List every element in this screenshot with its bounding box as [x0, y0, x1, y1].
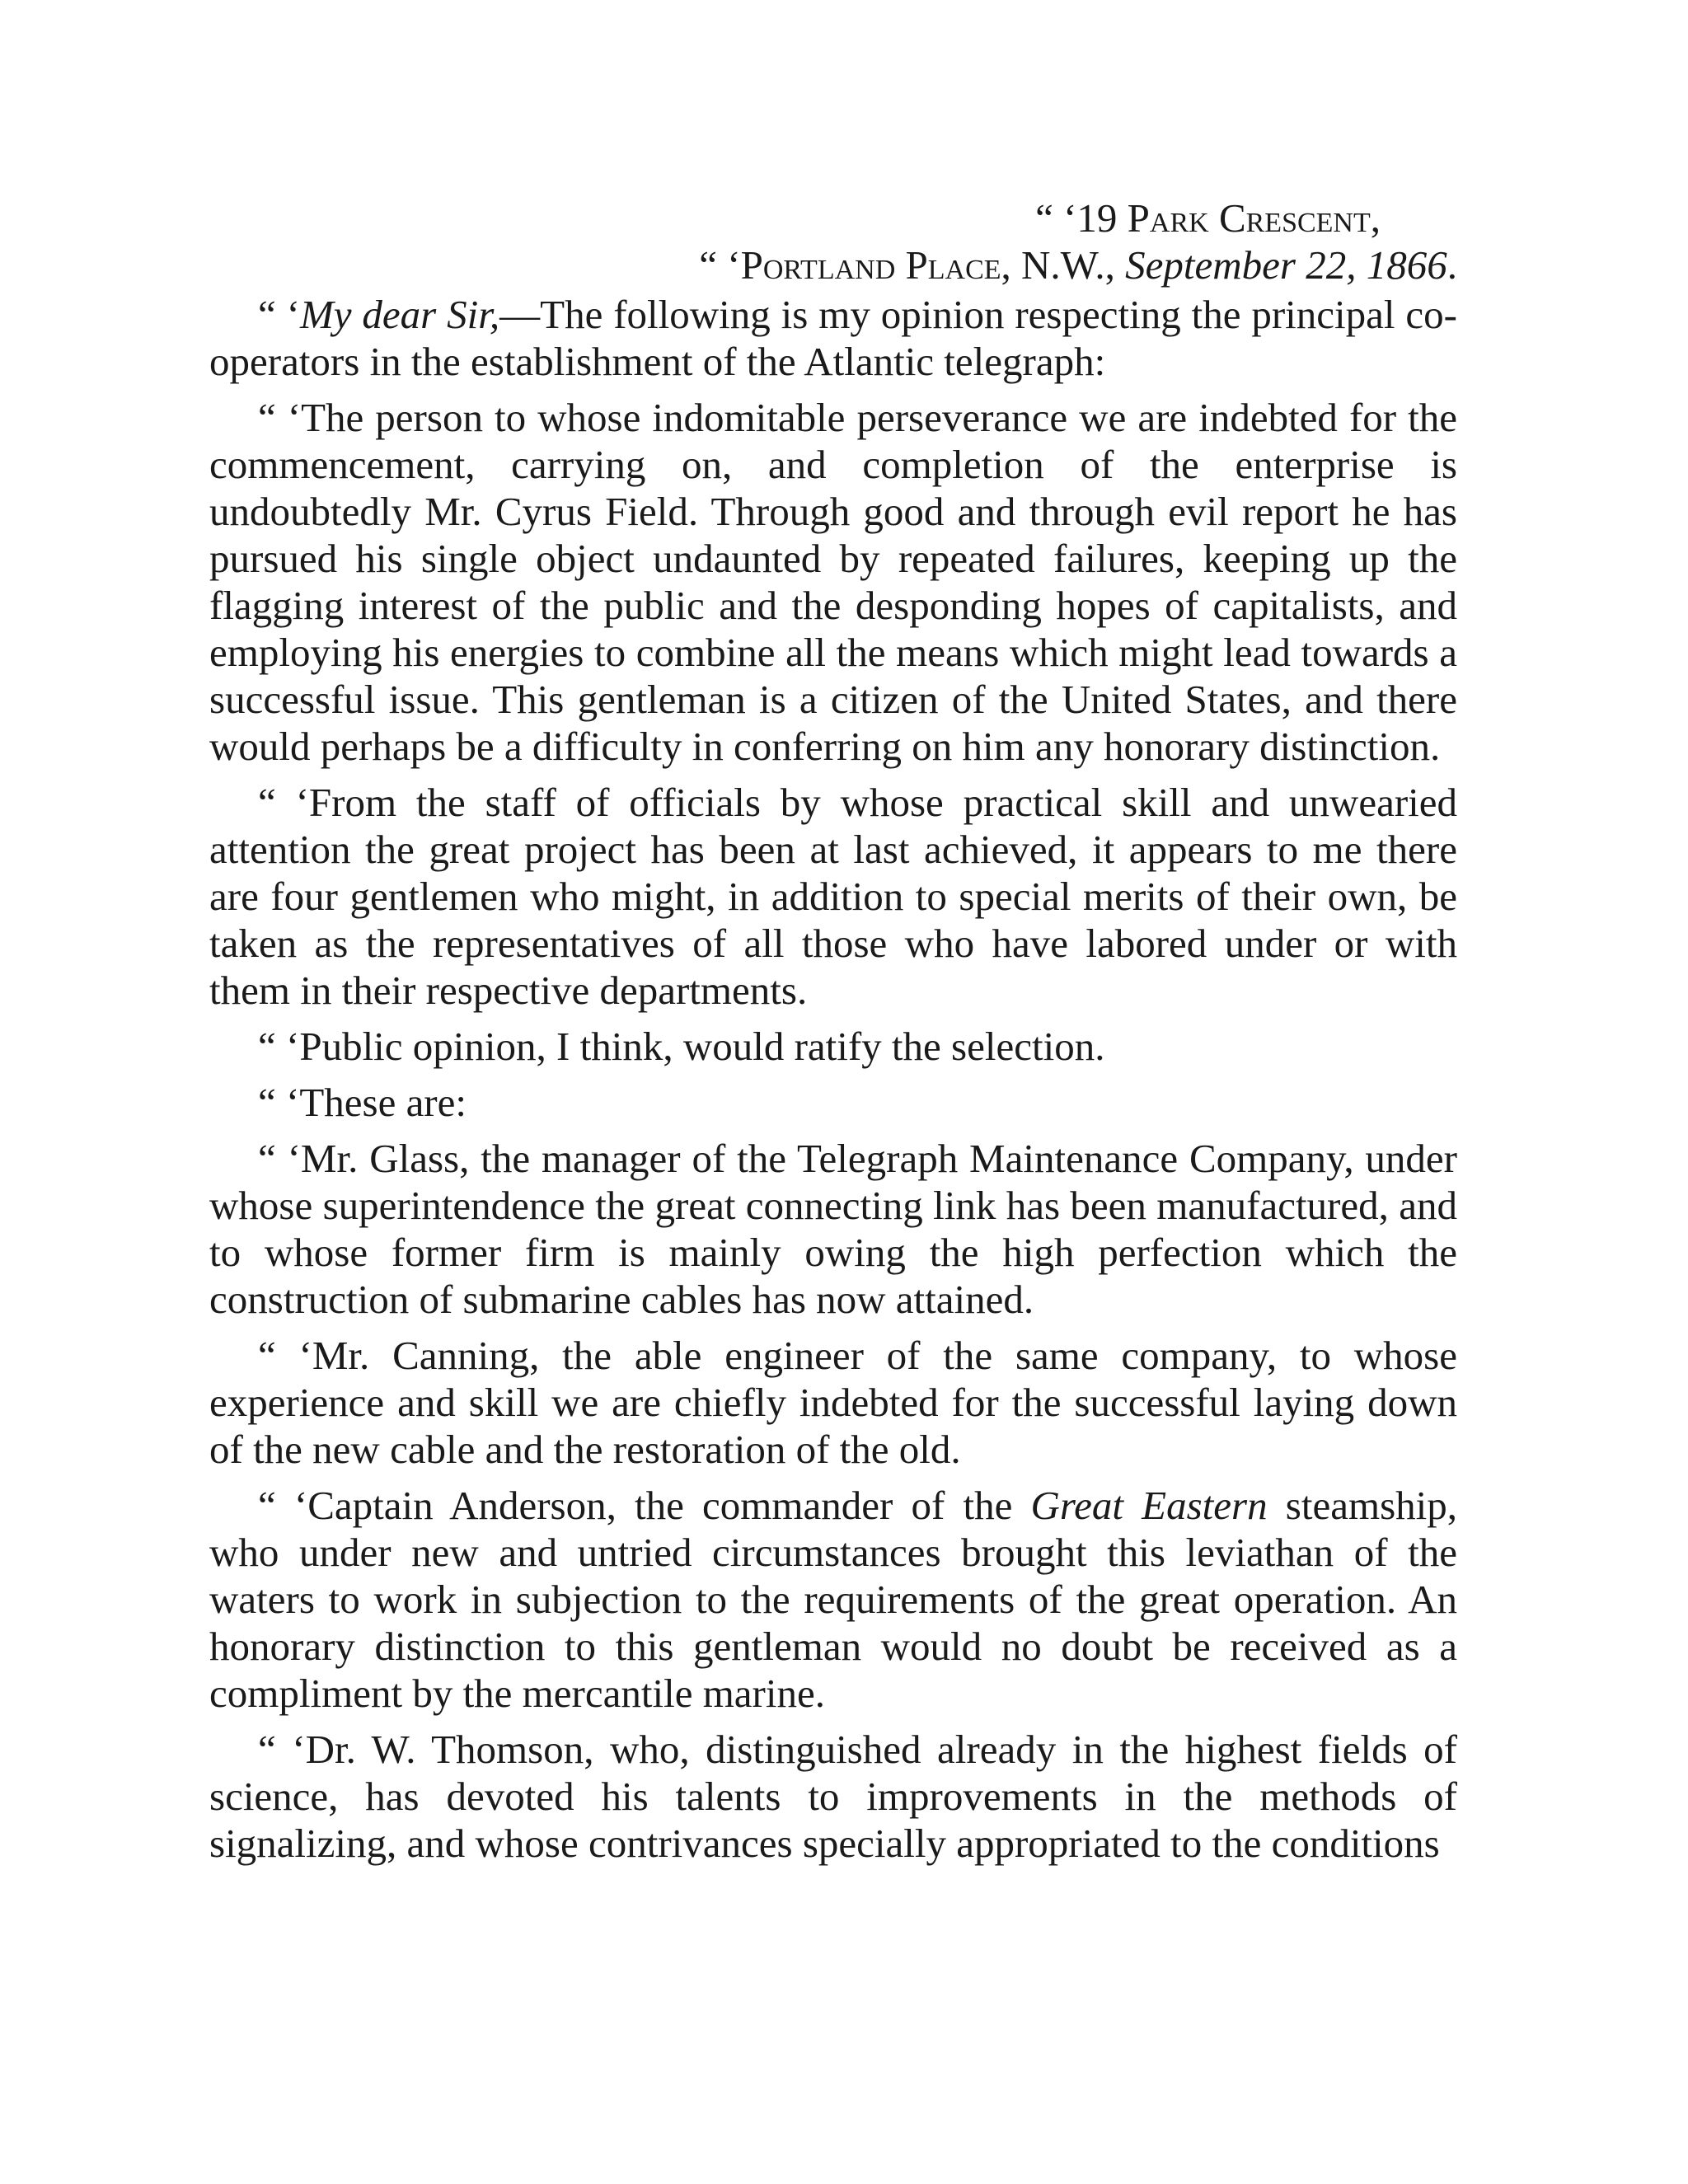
salutation-greeting: My dear Sir,	[299, 292, 500, 337]
date-period: .	[1447, 242, 1457, 288]
address-place: Portland Place	[740, 242, 1001, 288]
paragraph-public-opinion: “ ‘Public opinion, I think, would ratify the selection.	[258, 1024, 1105, 1069]
salutation-quote: “ ‘	[258, 292, 300, 337]
anderson-text-end: steamship, who under new and untried circumstances brought this leviathan of the waters to work in subjection to the requirements of the great operation. An honorary distinction to this gentleman would no doubt be received as a compliment by the mercantile marine.	[209, 1483, 1457, 1716]
paragraph-cyrus-field: “ ‘The person to whose indomitable perseverance we are indebted for the commencement, carrying on, and completion of the enterprise is undoubtedly Mr. Cyrus Field. Through good and through evil report he has pursued his single object undaunted by repeated failures, keeping up the flagging interest of the public and the desponding hopes of capitalists, and employing his energies to combine all the means which might lead towards a successful issue. This gentleman is a citizen of the United States, and there would perhaps be a difficulty in conferring on him any honorary distinction.	[209, 395, 1457, 769]
letter-date: September 22, 1866	[1125, 242, 1447, 288]
address-line-1	[209, 194, 1457, 241]
paragraph-mr-canning: “ ‘Mr. Canning, the able engineer of the same company, to whose experience and skill we are chiefly indebted for the successful laying down of the new cable and the restoration of the old.	[209, 1333, 1457, 1472]
address-quote: “ ‘19	[1035, 195, 1128, 241]
letter-page	[209, 194, 1457, 1867]
address-street: Park Crescent	[1127, 195, 1371, 241]
address-line-2	[209, 241, 1457, 288]
ship-name: Great Eastern	[1030, 1483, 1268, 1528]
paragraph-captain-anderson	[209, 1482, 1457, 1717]
address-district: , N.W.,	[1001, 242, 1126, 288]
address-quote-2: “ ‘	[699, 242, 741, 288]
salutation-text: —The following is my opinion respecting the principal co-operators in the establishment of the Atlantic telegraph:	[209, 292, 1457, 384]
salutation-paragraph	[209, 291, 1457, 385]
paragraph-these-are: “ ‘These are:	[258, 1080, 467, 1125]
anderson-text-start: “ ‘Captain Anderson, the commander of the	[258, 1483, 1031, 1528]
paragraph-mr-glass: “ ‘Mr. Glass, the manager of the Telegraph Maintenance Company, under whose superintendence the great connecting link has been manufactured, and to whose former firm is mainly owing the high perfection which the construction of submarine cables has now attained.	[209, 1136, 1457, 1322]
address-comma: ,	[1370, 195, 1381, 241]
paragraph-staff: “ ‘From the staff of officials by whose practical skill and unwearied attention the great project has been at last achieved, it appears to me there are four gentlemen who might, in addition to special merits of their own, be taken as the representatives of all those who have labored under or with them in their respective departments.	[209, 780, 1457, 1013]
paragraph-dr-thomson: “ ‘Dr. W. Thomson, who, distinguished already in the highest fields of science, has devoted his talents to improvements in the methods of signalizing, and whose contrivances specially appropriated to the conditions	[209, 1727, 1457, 1866]
